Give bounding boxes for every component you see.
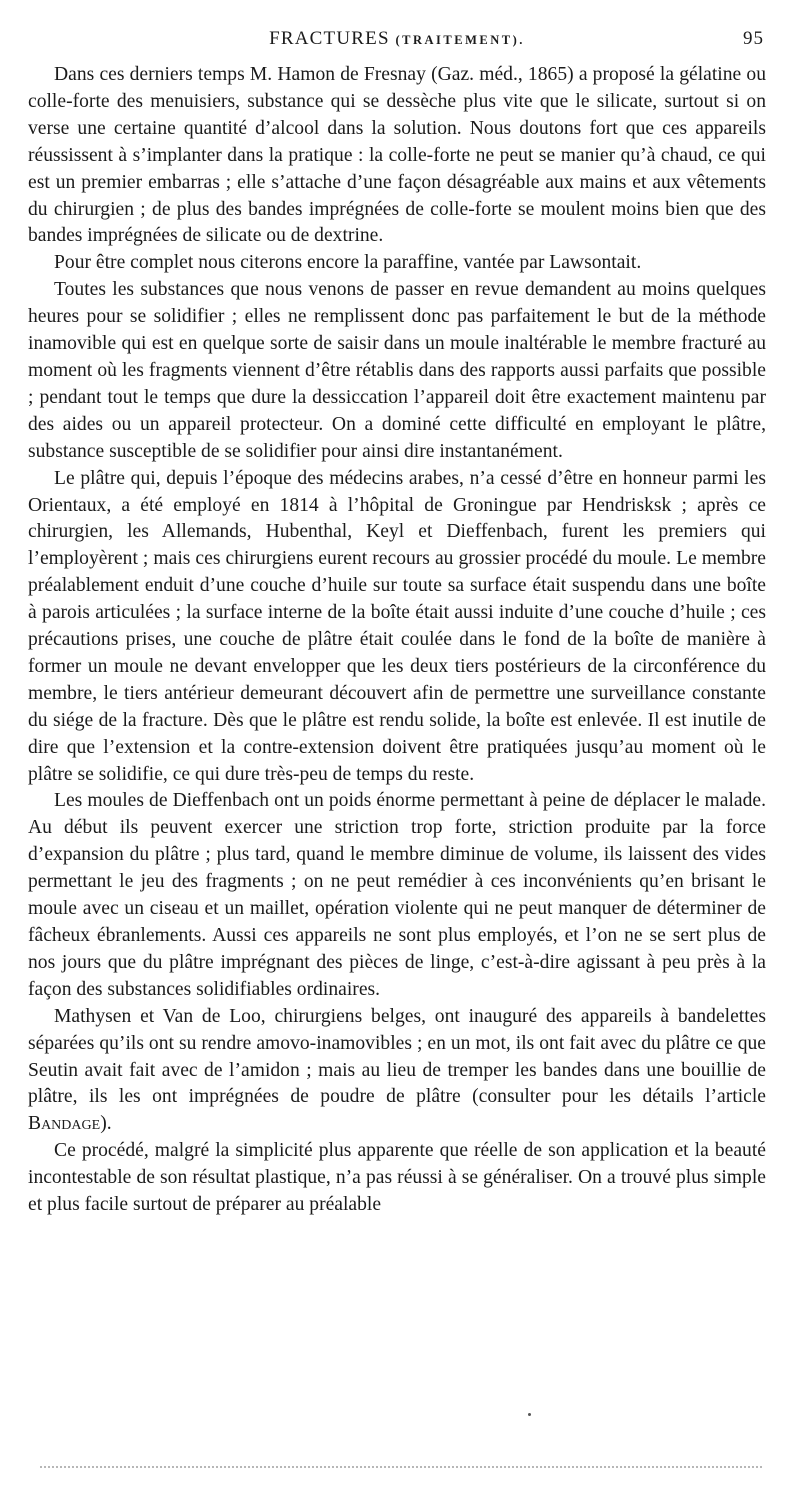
running-title [269,28,525,50]
paragraph-7: Ce procédé, malgré la simplicité plus apparente que réelle de son application et la beauté incontestable de son résultat plastique, n’a pas réussi à se généraliser. On a trouvé plus simple et plus facile surtout de préparer au préalable [28,1140,766,1216]
running-title-main: FRACTURES [269,28,390,49]
crossref-tail: ). [100,1113,112,1135]
running-title-sub: (TRAITEMENT). [395,33,525,47]
paragraph-1: Dans ces derniers temps M. Hamon de Fresnay (Gaz. méd., 1865) a proposé la gélatine ou colle-forte des menuisiers, substance qui se dessèche plus vite que le silicate, surtout si on verse une certaine quantité d’alcool dans la solution. Nous doutons fort que ces appareils réussissent à s’implanter dans la pratique : la colle-forte ne peut se manier qu’à chaud, ce qui est un premier embarras ; elle s’attache d’une façon désagréable aux mains et aux vêtements du chirurgien ; de plus des bandes imprégnées de colle-forte se moulent moins bien que des bandes imprégnées de silicate ou de dextrine. [28,64,766,247]
paragraph-4: Le plâtre qui, depuis l’époque des médecins arabes, n’a cessé d’être en honneur parmi les Orientaux, a été employé en 1814 à l’hôpital de Groningue par Hendrisksk ; après ce chirurgien, les Allemands, Hubenthal, Keyl et Dieffenbach, furent les premiers qui l’employèrent ; mais ces chirurgiens eurent recours au grossier procédé du moule. Le membre préalablement enduit d’une couche d’huile sur toute sa surface était suspendu dans une boîte à parois articulées ; la surface interne de la boîte était aussi induite d’une couche d’huile ; ces précautions prises, une couche de plâtre était coulée dans le fond de la boîte de manière à former un moule ne devant envelopper que les deux tiers postérieurs de la circonférence du membre, le tiers antérieur demeurant découvert afin de permettre une surveillance constante du siége de la fracture. Dès que le plâtre est rendu solide, la boîte est enlevée. Il est inutile de dire que l’extension et la contre-extension doivent être pratiquées jusqu’au moment où le plâtre se solidifie, ce qui dure très-peu de temps du reste. [28,467,766,785]
paragraph-6 [28,1004,766,1139]
crossref-bandage: Bandage [28,1113,101,1135]
running-header [28,28,766,62]
page-number: 95 [743,28,764,49]
page [28,28,766,1219]
paragraph-5: Les moules de Dieffenbach ont un poids énorme permettant à peine de déplacer le malade. Au début ils peuvent exercer une striction trop forte, striction produite par la force d’expansion du plâtre ; plus tard, quand le membre diminue de volume, ils laissent des vides permettant le jeu des fragments ; on ne peut remédier à ces inconvénients qu’en brisant le moule avec un ciseau et un maillet, opération violente qui ne peut manquer de déterminer de fâcheux ébranlements. Aussi ces appareils ne sont plus employés, et l’on ne se sert plus de nos jours que du plâtre imprégnant des pièces de linge, c’est-à-dire agissant à peu près à la façon des substances solidifiables ordinaires. [28,790,766,1000]
bottom-bleed-through-line [40,1466,762,1468]
body-text [28,62,766,1219]
paragraph-2: Pour être complet nous citerons encore la paraffine, vantée par Lawsontait. [54,252,642,274]
ink-mark [528,1413,531,1416]
paragraph-3: Toutes les substances que nous venons de passer en revue demandent au moins quelques heures pour se solidifier ; elles ne remplissent donc pas parfaitement le but de la méthode inamovible qui est en quelque sorte de saisir dans un moule inaltérable le membre fracturé au moment où les fragments viennent d’être rétablis dans des rapports aussi parfaits que possible ; pendant tout le temps que dure la dessiccation l’appareil doit être exactement maintenu par des aides ou un appareil protecteur. On a dominé cette difficulté en employant le plâtre, substance susceptible de se solidifier pour ainsi dire instantanément. [28,279,766,462]
paragraph-6-text: Mathysen et Van de Loo, chirurgiens belges, ont inauguré des appareils à bandelettes séparées qu’ils ont su rendre amovo-inamovibles ; en un mot, ils ont fait avec du plâtre ce que Seutin avait fait avec de l’amidon ; mais au lieu de tremper les bandes dans une bouillie de plâtre, ils les ont imprégnées de poudre de plâtre (consulter pour les détails l’article [28,1005,766,1108]
